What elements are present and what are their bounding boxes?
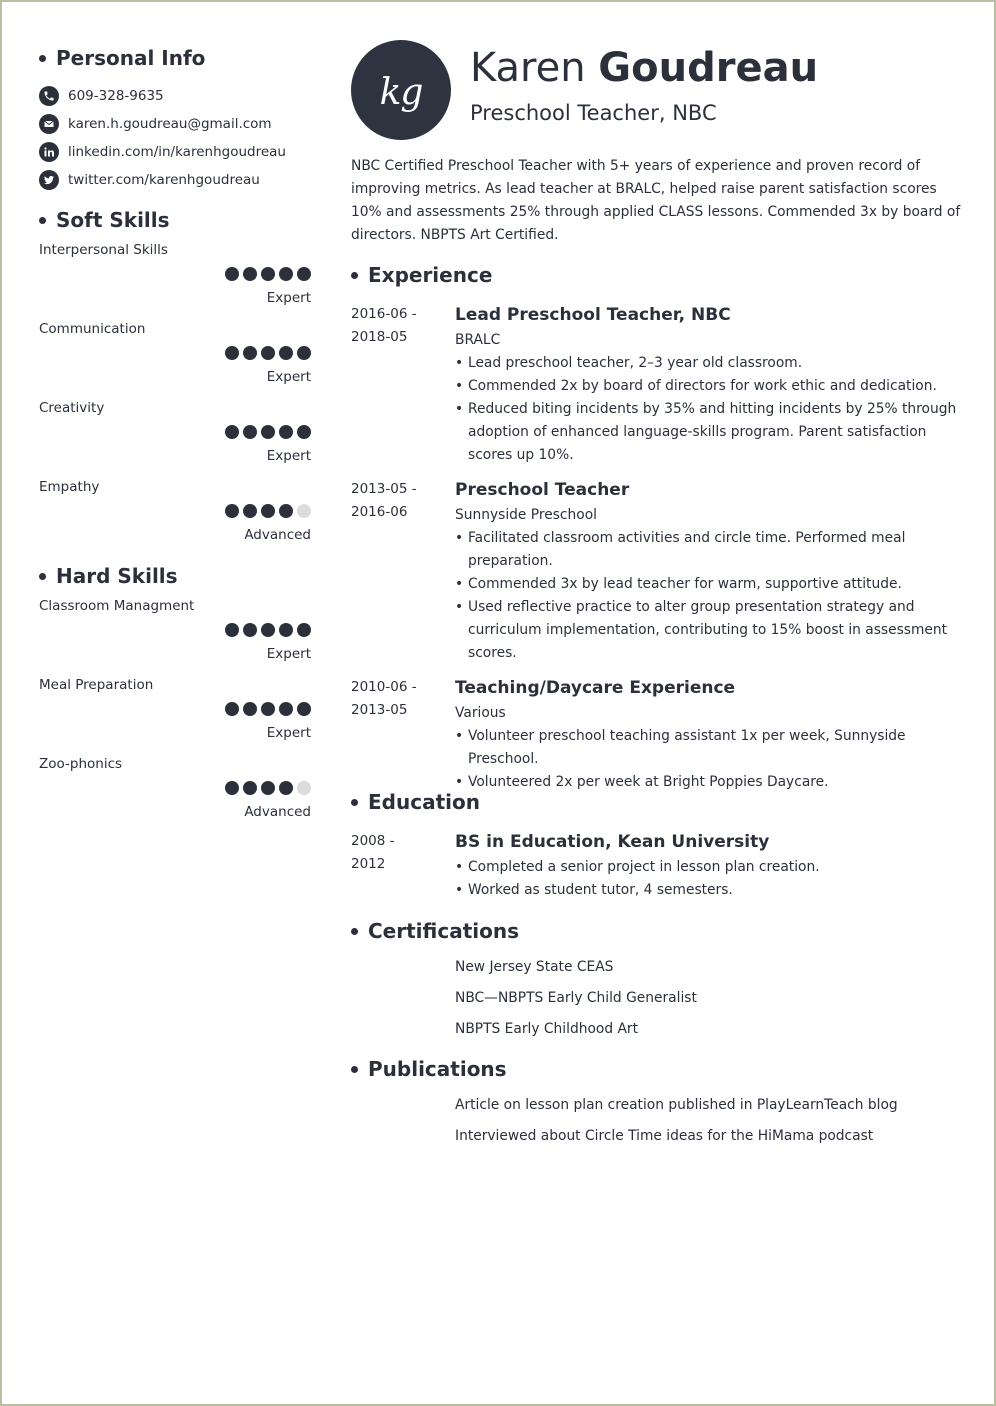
publications-heading: Publications bbox=[351, 1055, 963, 1083]
soft-skills-list bbox=[39, 234, 311, 550]
avatar-initials: kg bbox=[379, 71, 423, 113]
candidate-name bbox=[470, 45, 818, 91]
job-title: Preschool Teacher, NBC bbox=[470, 101, 717, 125]
certifications-list bbox=[455, 952, 963, 1045]
rating-dot-filled bbox=[279, 781, 293, 795]
experience-entry bbox=[351, 478, 963, 665]
rating-dot-filled bbox=[279, 702, 293, 716]
rating-dot-filled bbox=[225, 346, 239, 360]
hard-skills-list bbox=[39, 590, 311, 827]
list-item: • Completed a senior project in lesson plan creation. bbox=[455, 856, 963, 879]
skill-rating bbox=[225, 781, 311, 795]
skill-row bbox=[39, 313, 311, 392]
bullet-icon bbox=[39, 55, 46, 62]
list-item: • Reduced biting incidents by 35% and hitting incidents by 25% through adoption of enhanced language-skills program. Parent satisfaction scores up 10%. bbox=[455, 398, 963, 467]
skill-name: Zoo-phonics bbox=[39, 756, 123, 772]
skill-name: Empathy bbox=[39, 479, 100, 495]
experience-section bbox=[351, 261, 963, 794]
skill-row bbox=[39, 669, 311, 748]
soft-skills-section bbox=[39, 206, 311, 550]
entry-dates: 2016-06 - 2018-05 bbox=[351, 306, 417, 345]
rating-dot-filled bbox=[261, 346, 275, 360]
entry-bullets bbox=[455, 856, 963, 902]
rating-dot-filled bbox=[243, 425, 257, 439]
entry-dates: 2010-06 - 2013-05 bbox=[351, 679, 417, 718]
skill-rating bbox=[225, 504, 311, 518]
rating-dot-filled bbox=[261, 425, 275, 439]
rating-dot-filled bbox=[261, 267, 275, 281]
skill-level: Advanced bbox=[244, 527, 311, 543]
contact-list bbox=[39, 82, 311, 194]
list-item: • Used reflective practice to alter group presentation strategy and curriculum implementation, contributing to 15% boost in assessment scores. bbox=[455, 596, 963, 665]
skill-rating bbox=[225, 267, 311, 281]
list-item: • Facilitated classroom activities and circle time. Performed meal preparation. bbox=[455, 527, 963, 573]
list-item: • Volunteer preschool teaching assistant 1x per week, Sunnyside Preschool. bbox=[455, 725, 963, 771]
skill-level: Expert bbox=[266, 290, 311, 306]
education-section bbox=[351, 788, 963, 902]
certifications-heading: Certifications bbox=[351, 917, 963, 945]
entry-organization: Various bbox=[455, 705, 506, 721]
rating-dot-filled bbox=[225, 781, 239, 795]
list-item: • Worked as student tutor, 4 semesters. bbox=[455, 879, 963, 902]
entry-title: Preschool Teacher bbox=[455, 480, 630, 500]
rating-dot-empty bbox=[297, 781, 311, 795]
publications-list bbox=[455, 1090, 963, 1152]
entry-organization: BRALC bbox=[455, 332, 501, 348]
sidebar bbox=[39, 44, 311, 827]
entry-bullets bbox=[455, 725, 963, 794]
rating-dot-filled bbox=[261, 623, 275, 637]
rating-dot-filled bbox=[243, 781, 257, 795]
bullet-icon bbox=[39, 573, 46, 580]
entry-bullets bbox=[455, 352, 963, 467]
list-item: NBPTS Early Childhood Art bbox=[455, 1021, 638, 1037]
certifications-section bbox=[351, 917, 963, 1045]
list-item: • Commended 2x by board of directors for work ethic and dedication. bbox=[455, 375, 963, 398]
skill-level: Advanced bbox=[244, 804, 311, 820]
entry-title: Teaching/Daycare Experience bbox=[455, 678, 736, 698]
rating-dot-filled bbox=[225, 702, 239, 716]
publications-section bbox=[351, 1055, 963, 1152]
skill-rating bbox=[225, 702, 311, 716]
skill-row bbox=[39, 748, 311, 827]
hard-skills-heading: Hard Skills bbox=[39, 562, 311, 590]
contact-linkedin[interactable]: linkedin.com/in/karenhgoudreau bbox=[39, 138, 311, 166]
hard-skills-section bbox=[39, 562, 311, 827]
rating-dot-filled bbox=[243, 623, 257, 637]
education-entry bbox=[351, 830, 963, 902]
skill-name: Interpersonal Skills bbox=[39, 242, 168, 258]
first-name: Karen bbox=[470, 45, 586, 91]
experience-entry bbox=[351, 303, 963, 467]
email-icon bbox=[39, 114, 59, 134]
skill-level: Expert bbox=[266, 448, 311, 464]
education-heading: Education bbox=[351, 788, 963, 816]
experience-heading: Experience bbox=[351, 261, 963, 289]
skill-row bbox=[39, 471, 311, 550]
list-item: • Volunteered 2x per week at Bright Poppies Daycare. bbox=[455, 771, 963, 794]
rating-dot-filled bbox=[297, 702, 311, 716]
rating-dot-filled bbox=[297, 346, 311, 360]
rating-dot-filled bbox=[225, 504, 239, 518]
contact-email[interactable]: karen.h.goudreau@gmail.com bbox=[39, 110, 311, 138]
bullet-icon bbox=[351, 928, 358, 935]
entry-bullets bbox=[455, 527, 963, 665]
twitter-icon bbox=[39, 170, 59, 190]
list-item: Article on lesson plan creation published in PlayLearnTeach blog bbox=[455, 1097, 898, 1113]
summary: NBC Certified Preschool Teacher with 5+ years of experience and proven record of improving metrics. As lead teacher at BRALC, helped raise parent satisfaction scores 10% and assessments 25% through applied CLASS lessons. Commended 3x by board of directors. NBPTS Art Certified. bbox=[351, 158, 961, 243]
rating-dot-filled bbox=[225, 623, 239, 637]
avatar bbox=[351, 40, 451, 140]
skill-rating bbox=[225, 623, 311, 637]
rating-dot-filled bbox=[261, 702, 275, 716]
rating-dot-filled bbox=[261, 504, 275, 518]
skill-name: Meal Preparation bbox=[39, 677, 154, 693]
list-item: • Lead preschool teacher, 2–3 year old classroom. bbox=[455, 352, 963, 375]
rating-dot-filled bbox=[297, 425, 311, 439]
contact-phone: 609-328-9635 bbox=[39, 82, 311, 110]
bullet-icon bbox=[351, 272, 358, 279]
rating-dot-filled bbox=[243, 267, 257, 281]
skill-rating bbox=[225, 346, 311, 360]
linkedin-icon bbox=[39, 142, 59, 162]
list-item: New Jersey State CEAS bbox=[455, 959, 614, 975]
phone-icon bbox=[39, 86, 59, 106]
rating-dot-filled bbox=[225, 267, 239, 281]
rating-dot-filled bbox=[279, 623, 293, 637]
entry-dates: 2013-05 - 2016-06 bbox=[351, 481, 417, 520]
entry-title: BS in Education, Kean University bbox=[455, 832, 770, 852]
rating-dot-filled bbox=[279, 267, 293, 281]
experience-entry bbox=[351, 676, 963, 794]
bullet-icon bbox=[351, 799, 358, 806]
rating-dot-filled bbox=[243, 346, 257, 360]
skill-row bbox=[39, 392, 311, 471]
skill-name: Classroom Managment bbox=[39, 598, 195, 614]
skill-row bbox=[39, 234, 311, 313]
rating-dot-filled bbox=[297, 267, 311, 281]
skill-name: Communication bbox=[39, 321, 146, 337]
rating-dot-filled bbox=[243, 702, 257, 716]
entry-dates: 2008 - 2012 bbox=[351, 833, 395, 872]
rating-dot-filled bbox=[261, 781, 275, 795]
bullet-icon bbox=[351, 1066, 358, 1073]
list-item: • Commended 3x by lead teacher for warm, supportive attitude. bbox=[455, 573, 963, 596]
contact-twitter[interactable]: twitter.com/karenhgoudreau bbox=[39, 166, 311, 194]
skill-level: Expert bbox=[266, 725, 311, 741]
rating-dot-filled bbox=[243, 504, 257, 518]
entry-organization: Sunnyside Preschool bbox=[455, 507, 597, 523]
list-item: NBC—NBPTS Early Child Generalist bbox=[455, 990, 697, 1006]
personal-info-heading: Personal Info bbox=[39, 44, 311, 72]
rating-dot-filled bbox=[279, 346, 293, 360]
rating-dot-empty bbox=[297, 504, 311, 518]
rating-dot-filled bbox=[279, 504, 293, 518]
skill-level: Expert bbox=[266, 646, 311, 662]
entry-title: Lead Preschool Teacher, NBC bbox=[455, 305, 731, 325]
rating-dot-filled bbox=[225, 425, 239, 439]
last-name: Goudreau bbox=[598, 45, 819, 91]
rating-dot-filled bbox=[297, 623, 311, 637]
list-item: Interviewed about Circle Time ideas for the HiMama podcast bbox=[455, 1128, 874, 1144]
skill-name: Creativity bbox=[39, 400, 105, 416]
soft-skills-heading: Soft Skills bbox=[39, 206, 311, 234]
rating-dot-filled bbox=[279, 425, 293, 439]
skill-rating bbox=[225, 425, 311, 439]
skill-level: Expert bbox=[266, 369, 311, 385]
bullet-icon bbox=[39, 217, 46, 224]
skill-row bbox=[39, 590, 311, 669]
